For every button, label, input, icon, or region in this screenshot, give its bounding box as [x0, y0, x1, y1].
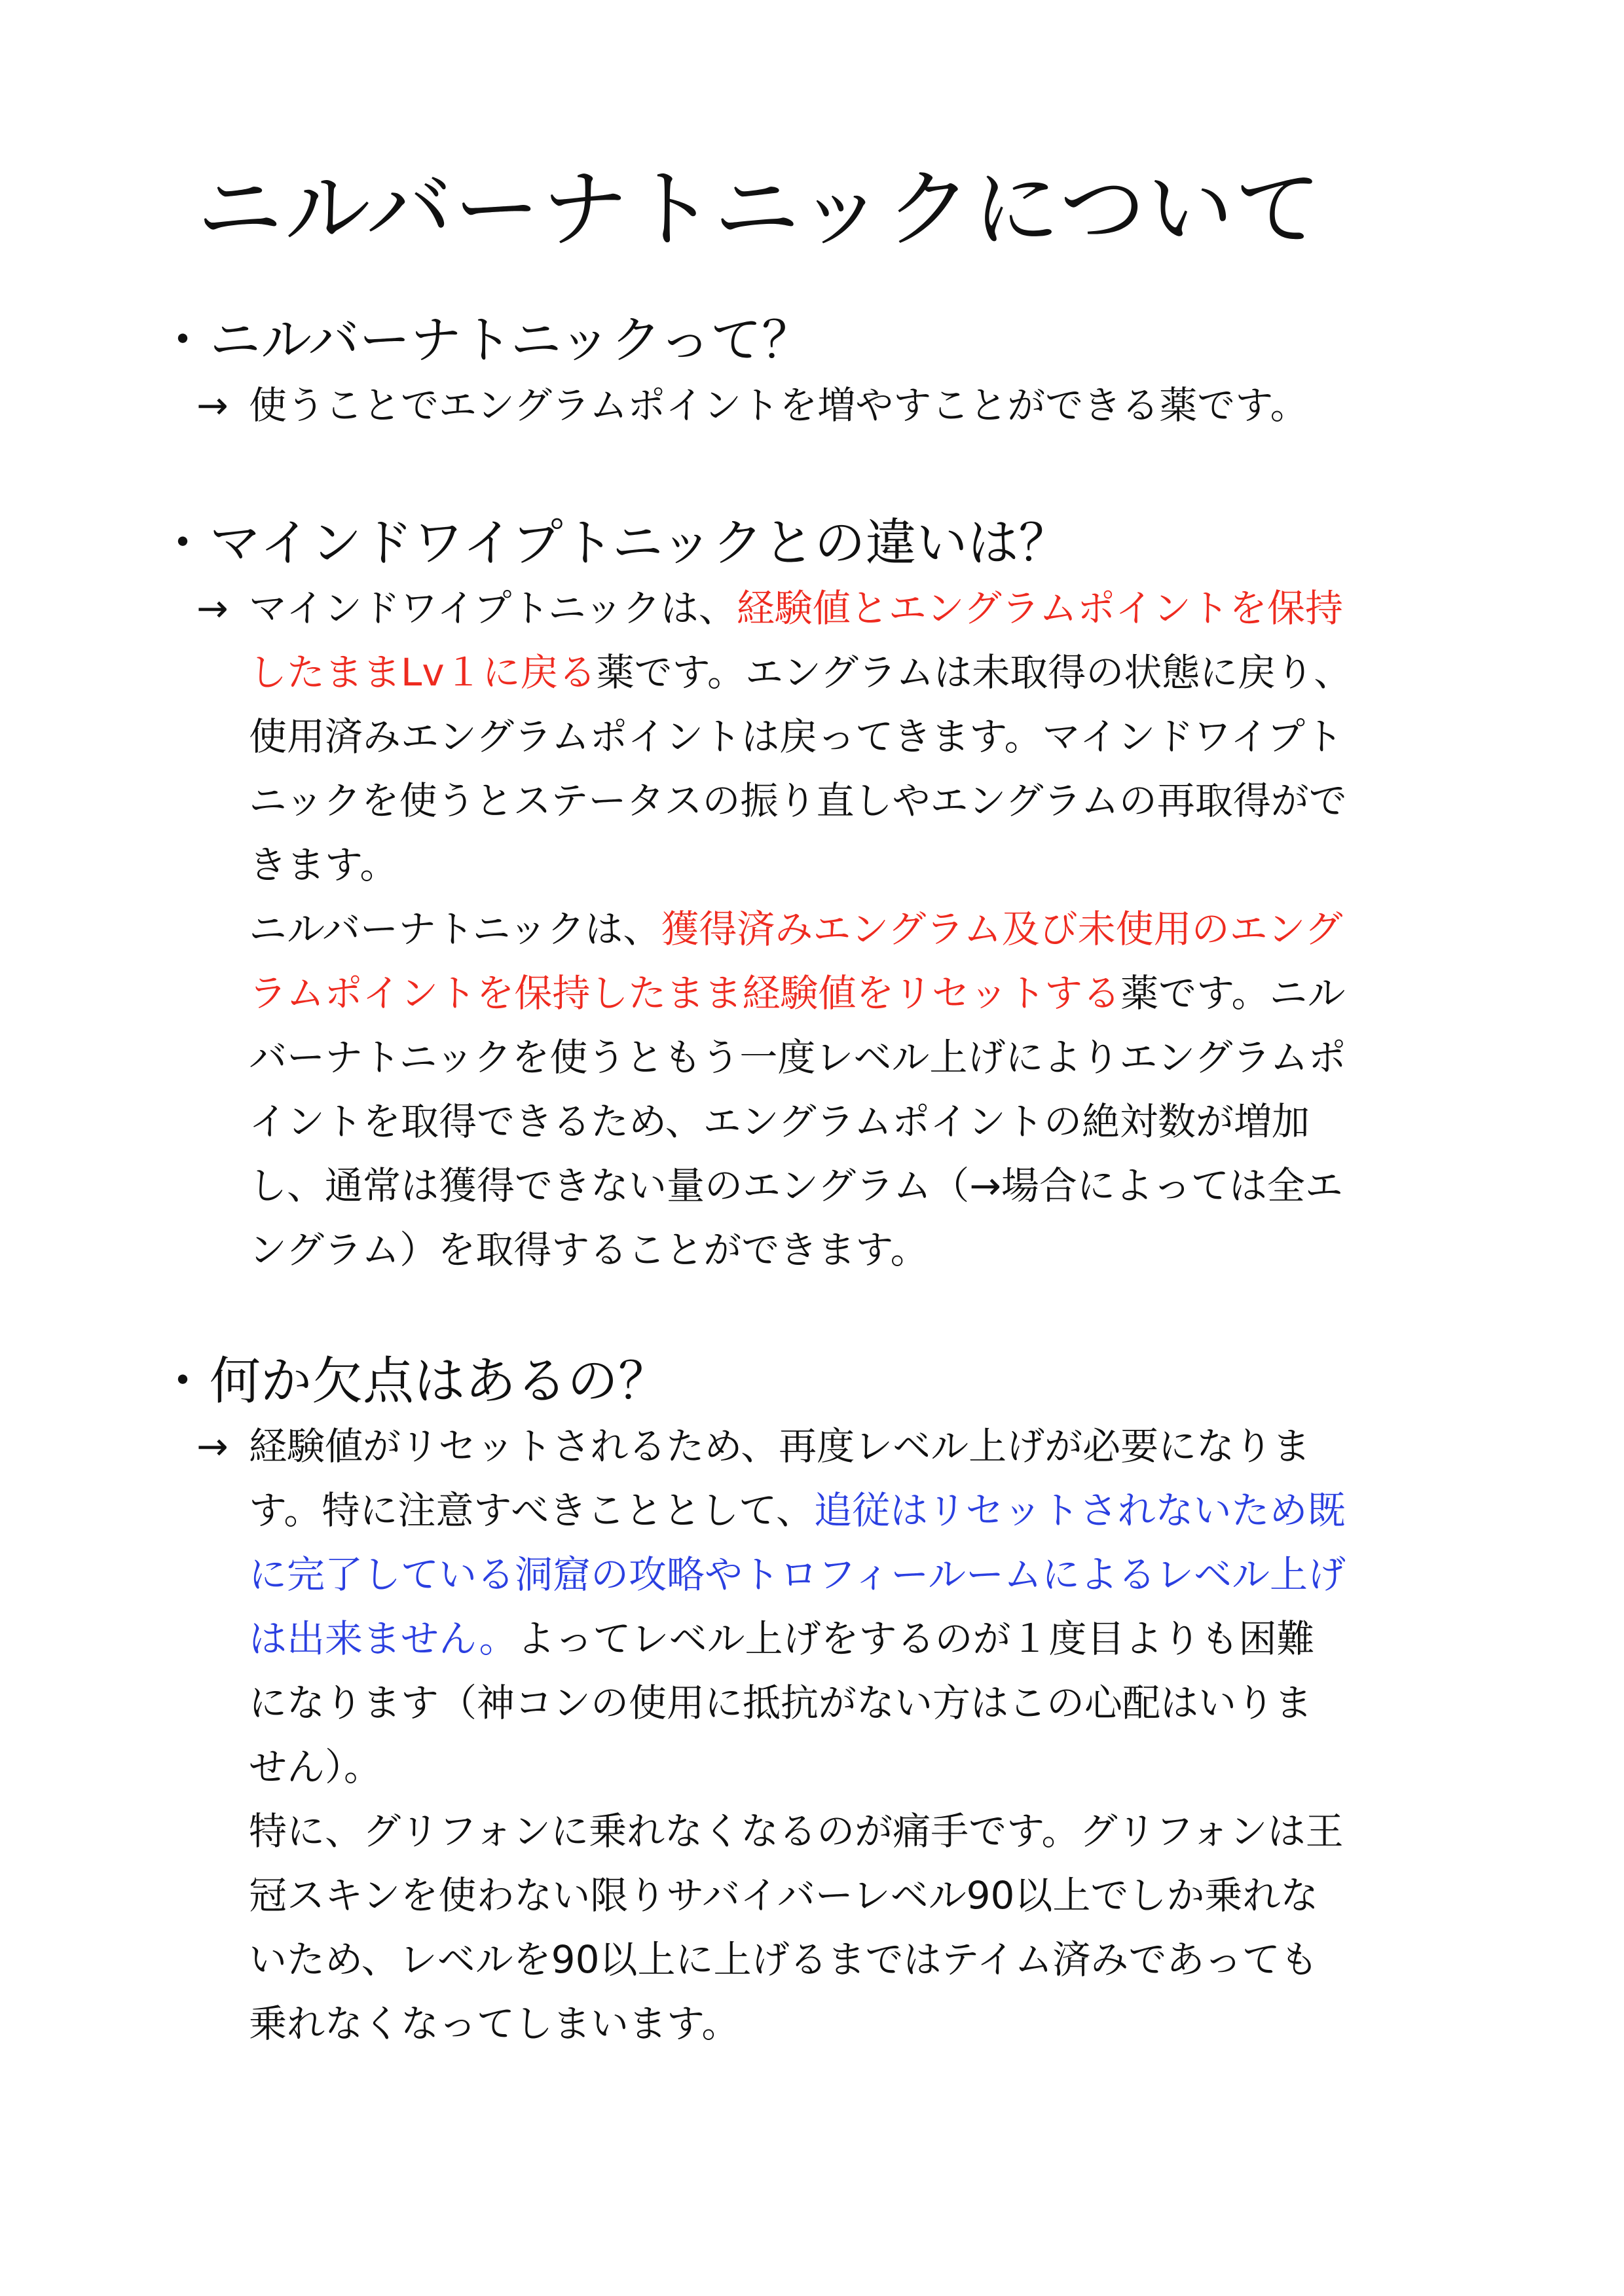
section-heading — [157, 308, 1467, 373]
page-title: ニルバーナトニックについて — [196, 159, 1323, 260]
text-span: になります（神コンの使用に抵抗がない方はこの心配はいりま — [249, 1681, 1313, 1725]
text-span: 経験値がリセットされるため、再度レベル上げが必要になりま — [249, 1424, 1311, 1468]
text-line — [196, 1927, 1467, 1992]
heading-text: マインドワイプトニックとの違いは？ — [210, 514, 1070, 573]
section-drawbacks — [157, 1349, 1467, 2056]
text-line — [196, 897, 1467, 961]
highlight-red: したままLv１に戻る — [249, 650, 597, 695]
section-body — [196, 373, 1467, 437]
section-heading — [157, 1349, 1467, 1414]
text-line — [196, 1025, 1467, 1089]
bullet: ・ — [157, 514, 209, 573]
paragraph — [196, 373, 1467, 437]
text-span: 薬です。エングラムは未取得の状態に戻り、 — [596, 650, 1352, 695]
heading-text: ニルバーナトニックって？ — [210, 311, 813, 370]
text-span: 使用済みエングラムポイントは戻ってきます。マインドワイプト — [249, 714, 1343, 759]
text-line — [196, 961, 1467, 1025]
text-span: イントを取得できるため、エングラムポイントの絶対数が増加 — [249, 1099, 1310, 1144]
text-span: いため、レベルを90以上に上げるまではテイム済みであっても — [249, 1937, 1318, 1982]
highlight-blue: は出来ません。 — [249, 1616, 517, 1661]
text-line — [196, 833, 1467, 897]
section-what-is — [157, 308, 1467, 437]
bullet: ・ — [157, 1352, 209, 1411]
text-span: 乗れなくなってしまいます。 — [249, 2001, 740, 2046]
text-span: バーナトニックを使うともう一度レベル上げによりエングラムポ — [249, 1035, 1346, 1080]
text-line — [196, 1735, 1467, 1799]
text-span: マインドワイプトニックは、 — [249, 586, 737, 630]
text-span: す。特に注意すべきこととして、 — [249, 1488, 815, 1533]
text-line — [196, 1863, 1467, 1927]
section-difference — [157, 511, 1467, 1282]
text-line — [196, 1218, 1467, 1282]
text-span: 薬です。ニル — [1120, 971, 1346, 1015]
arrow-icon: → — [196, 383, 229, 428]
section-heading — [157, 511, 1467, 576]
text-line — [196, 1799, 1467, 1863]
text-span: 冠スキンを使わない限りサバイバーレベル90以上でしか乗れな — [249, 1873, 1319, 1918]
bullet: ・ — [157, 311, 209, 370]
arrow-icon: → — [196, 1424, 229, 1468]
text-line — [196, 640, 1467, 704]
text-line — [196, 1414, 1467, 1478]
text-span: ングラム）を取得することができます。 — [249, 1228, 929, 1272]
paragraph — [196, 1414, 1467, 2056]
highlight-red: 獲得済みエングラム及び未使用のエング — [661, 907, 1343, 951]
section-body — [196, 1414, 1467, 2056]
highlight-blue: に完了している洞窟の攻略やトロフィールームによるレベル上げ — [249, 1552, 1346, 1597]
text-line — [196, 1671, 1467, 1735]
text-span: きます。 — [249, 843, 398, 887]
paragraph — [196, 576, 1467, 1282]
text-span: 特に、グリフォンに乗れなくなるのが痛手です。グリフォンは王 — [249, 1809, 1344, 1853]
text-line — [196, 769, 1467, 833]
text-span: し、通常は獲得できない量のエングラム（→場合によっては全エ — [249, 1163, 1343, 1208]
heading-text: 何か欠点はあるの？ — [210, 1352, 670, 1411]
text-line — [196, 1154, 1467, 1218]
text-line — [196, 704, 1467, 769]
text-line — [196, 576, 1467, 640]
section-body — [196, 576, 1467, 1282]
highlight-blue: 追従はリセットされないため既 — [814, 1488, 1346, 1533]
text-span: ニルバーナトニックは、 — [249, 907, 661, 951]
text-span: よってレベル上げをするのが１度目よりも困難 — [517, 1616, 1315, 1661]
text-span: せん）。 — [249, 1745, 382, 1789]
highlight-red: 経験値とエングラムポイントを保持 — [736, 586, 1343, 630]
text-line — [196, 1542, 1467, 1607]
text-span: ニックを使うとステータスの振り直しやエングラムの再取得がで — [249, 778, 1347, 823]
text-line — [196, 1992, 1467, 2056]
text-line — [196, 1089, 1467, 1154]
text-span: 使うことでエングラムポイントを増やすことができる薬です。 — [249, 383, 1308, 428]
text-line — [196, 1478, 1467, 1542]
highlight-red: ラムポイントを保持したまま経験値をリセットする — [249, 971, 1121, 1015]
text-line — [196, 1607, 1467, 1671]
text-line — [196, 373, 1467, 437]
arrow-icon: → — [196, 586, 229, 630]
